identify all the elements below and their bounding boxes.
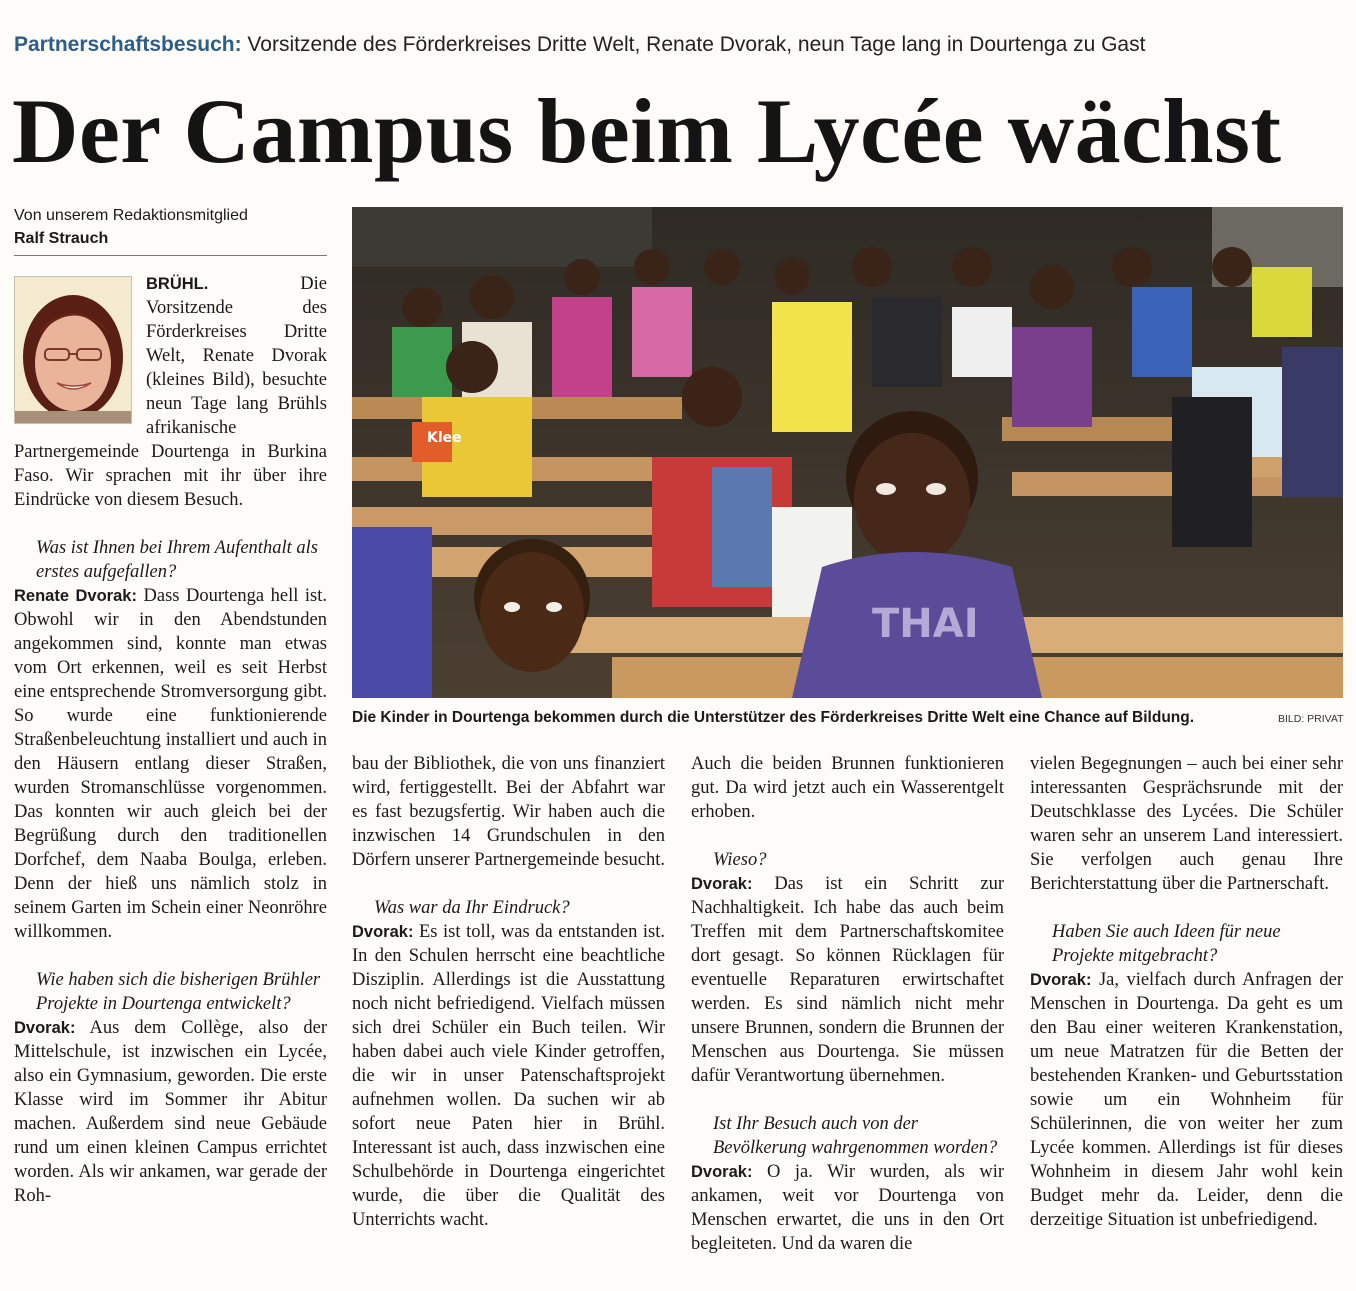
answer-4-text: Das ist ein Schritt zur Nachhaltigkeit. Ich habe das auch beim Treffen mit dem Partnerschaftskomitee dort gesagt. So können Rücklagen für eventuelle Reparaturen erwirtschaftet werden. Es sind nämlich nicht mehr unsere Brunnen, sondern die Brunnen der Menschen aus Dourtenga. Sie müssen dafür Verantwortung übernehmen. [691, 874, 1004, 1086]
answer-1-speaker: Renate Dvorak: [14, 587, 137, 605]
question-5: Ist Ihr Besuch auch von der Bevölkerung wahrgenommen worden? [713, 1114, 998, 1158]
photo-credit: BILD: PRIVAT [1278, 713, 1344, 725]
answer-4-speaker: Dvorak: [691, 875, 753, 893]
answer-1-text: Dass Dourtenga hell ist. Obwohl wir in den Abendstunden angekommen sind, konnte man etwas vom Ort erkennen, weil es seit Herbst eine entsprechende Stromversorgung gibt. So wurde eine funktionierende Straßenbeleuchtung installiert und auch in den Häusern entlang dieser Straßen, wurden Stromanschlüsse vorgenommen. Das konnten wir auch gleich bei der Begrüßung durch den traditionellen Dorfchef, dem Naaba Boulga, erleben. Denn der hieß uns nämlich stolz in seinem Garten im Schein einer Neonröhre willkommen. [14, 586, 328, 942]
answer-3-speaker: Dvorak: [352, 923, 414, 941]
question-3: Was war da Ihr Eindruck? [374, 898, 570, 918]
byline [14, 204, 326, 250]
overline-kicker: Partnerschaftsbesuch: [14, 33, 242, 56]
byline-intro: Von unserem Redaktionsmitglied [14, 207, 248, 224]
answer-1 [14, 584, 327, 944]
classroom-photo [352, 207, 1343, 698]
article-column-2 [352, 752, 665, 1232]
answer-5-continued: vielen Begegnungen – auch bei einer sehr interessanten Gesprächsrunde mit der Deutschklasse des Lycées. Die Schüler waren sehr an unserem Land interessiert. Sie verfolgen auch genau Ihre Berichterstattung über die Partnerschaft. [1030, 754, 1343, 894]
article-column-1 [14, 272, 327, 1208]
answer-6-speaker: Dvorak: [1030, 971, 1092, 989]
portrait-image [14, 276, 132, 424]
answer-5-speaker: Dvorak: [691, 1163, 753, 1181]
answer-6 [1030, 968, 1343, 1232]
answer-4 [691, 872, 1004, 1088]
answer-6-text: Ja, vielfach durch Anfragen der Menschen in Dourtenga. Da geht es um den Bau einer weiteren Krankenstation, um neue Matratzen für die Betten der bestehenden Kranken- und Geburtsstation sowie um ein Wohnheim für Schülerinnen, die von weiter her zum Lycée kommen. Allerdings ist für dieses Wohnheim in diesem Jahr wohl kein Budget mehr da. Leider, denn die derzeitige Situation ist unbefriedigend. [1030, 970, 1344, 1230]
question-6: Haben Sie auch Ideen für neue Projekte mitgebracht? [1052, 922, 1281, 966]
overline-text: Vorsitzende des Förderkreises Dritte Welt, Renate Dvorak, neun Tage lang in Dourtenga zu Gast [247, 33, 1146, 56]
answer-3-text-part1: Es ist toll, was da entstanden ist. In den Schulen herrscht eine beachtliche Disziplin. Allerdings ist die Ausstattung noch nicht befriedigend. Vielfach müssen sich drei Schüler ein Buch teilen. Wir haben dabei auch viele Kinder getroffen, die wir in unser Patenschaftsprojekt aufnehmen wollen. Da suchen wir ab sofort neue Paten hier in Brühl. Interessant ist auch, dass inzwischen eine Schulbehörde in Dourtenga eingerichtet wurde, die über die Qualität des Unterrichts wacht. [352, 922, 665, 1230]
question-2: Wie haben sich die bisherigen Brühler Projekte in Dourtenga entwickelt? [36, 970, 321, 1014]
question-1: Was ist Ihnen bei Ihrem Aufenthalt als erstes aufgefallen? [36, 538, 318, 582]
answer-5 [691, 1160, 1004, 1256]
byline-divider [14, 255, 327, 256]
intro-text: Die Vorsitzende des Förderkreises Dritte Welt, Renate Dvorak (kleines Bild), besuchte neun Tage lang Brühls afrikanische Partnergemeinde Dourtenga in Burkina Faso. Wir sprachen mit ihr über ihre Eindrücke von diesem Besuch. [14, 274, 327, 510]
answer-2-speaker: Dvorak: [14, 1019, 76, 1037]
svg-text:THAI: THAI [872, 601, 979, 647]
answer-2 [14, 1016, 327, 1208]
byline-author: Ralf Strauch [14, 230, 109, 247]
question-4: Wieso? [713, 850, 767, 870]
overline [14, 30, 1344, 60]
answer-2-continued: bau der Bibliothek, die von uns finanziert wird, fertiggestellt. Bei der Abfahrt war es fast bezugsfertig. Wir haben auch die inzwischen 14 Grundschulen in den Dörfern unserer Partnergemeinde besucht. [352, 754, 666, 870]
article-column-4 [1030, 752, 1343, 1232]
photo-caption: Die Kinder in Dourtenga bekommen durch die Unterstützer des Förderkreises Dritte Welt eine Chance auf Bildung. [352, 709, 1195, 726]
answer-2-text-part1: Aus dem Collège, also der Mittelschule, ist inzwischen ein Lycée, also ein Gymnasium, geworden. Die erste Klasse wird im Sommer ihr Abitur machen. Außerdem sind neue Gebäude rund um einen kleinen Campus errichtet worden. Als wir ankamen, war gerade der Roh- [14, 1018, 327, 1206]
intro-place: BRÜHL. [146, 275, 209, 293]
article-column-3 [691, 752, 1004, 1256]
answer-3-continued: Auch die beiden Brunnen funktionieren gut. Da wird jetzt auch ein Wasserentgelt erhoben. [691, 754, 1004, 822]
shirt-label: Klee [427, 430, 462, 446]
headline: Der Campus beim Lycée wächst [12, 80, 1282, 182]
answer-5-text-part1: O ja. Wir wurden, als wir ankamen, weit vor Dourtenga von Menschen erwartet, die uns in den Ort begleiteten. Und da waren die [691, 1162, 1005, 1254]
answer-3 [352, 920, 665, 1232]
